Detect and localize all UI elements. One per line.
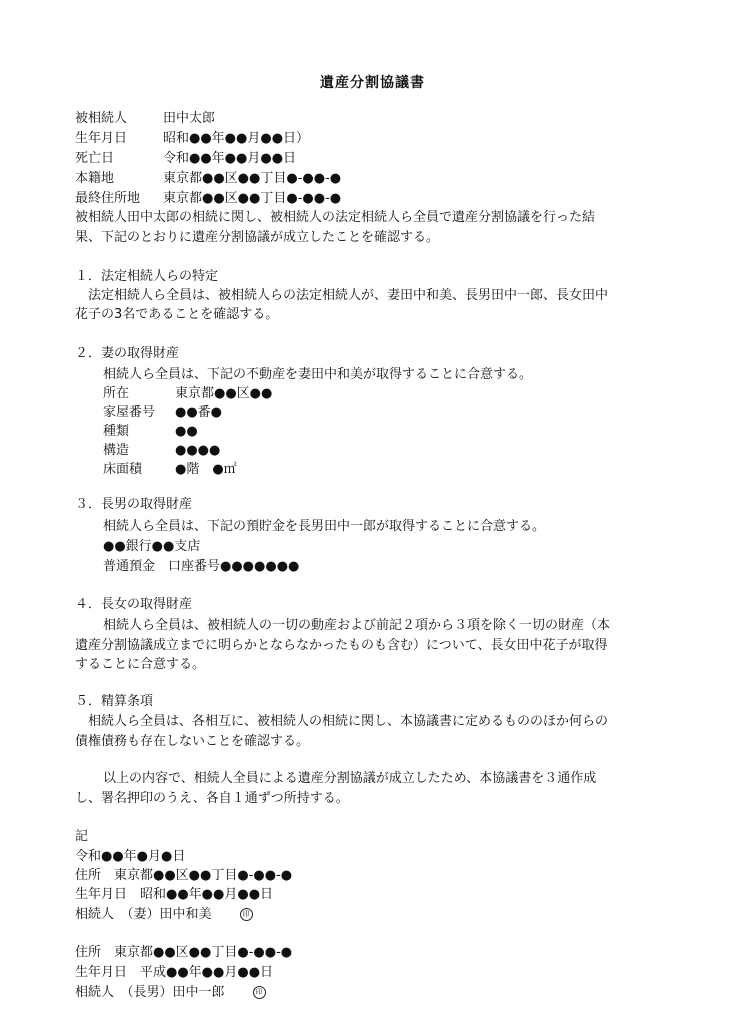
property-house-no-row bbox=[103, 404, 222, 422]
domicile-label: 本籍地 bbox=[75, 171, 115, 186]
agreement-date: 令和●●年●月●日 bbox=[75, 849, 186, 864]
property-kind-value: ●● bbox=[175, 424, 198, 439]
property-structure-value: ●●●● bbox=[175, 443, 221, 458]
section-4-line-1: 相続人ら全員は、被相続人の一切の動産および前記２項から３項を除く一切の財産（本 bbox=[103, 618, 611, 633]
signer-1-birth: 生年月日 昭和●●年●●月●●日 bbox=[75, 887, 274, 902]
property-location-label: 所在 bbox=[103, 386, 130, 401]
decedent-row bbox=[75, 110, 215, 128]
signer-1-address: 住所 東京都●●区●●丁目●-●●-● bbox=[75, 868, 293, 883]
signer-2-name-row bbox=[75, 984, 266, 1002]
last-address-label: 最終住所地 bbox=[75, 191, 141, 206]
section-5-line-1: 相続人ら全員は、各相互に、被相続人の相続に関し、本協議書に定めるもののほか何らの bbox=[88, 714, 609, 729]
birth-label: 生年月日 bbox=[75, 131, 128, 146]
bank-account: 普通預金 口座番号●●●●●●● bbox=[103, 559, 300, 574]
birth-row bbox=[75, 130, 309, 148]
section-3-line: 相続人ら全員は、下記の預貯金を長男田中一郎が取得することに合意する。 bbox=[103, 519, 546, 534]
decedent-value: 田中太郎 bbox=[163, 111, 216, 126]
section-1-line-1: 法定相続人ら全員は、被相続人らの法定相続人が、妻田中和美、長男田中一郎、長女田中 bbox=[75, 288, 609, 303]
property-house-no-label: 家屋番号 bbox=[103, 405, 156, 420]
signer-1-seal-icon: 印 bbox=[240, 908, 253, 921]
section-5-line-2: 債権債務も存在しないことを確認する。 bbox=[75, 734, 310, 749]
section-4-heading: ４．長女の取得財産 bbox=[75, 597, 193, 612]
signer-2-address: 住所 東京都●●区●●丁目●-●●-● bbox=[75, 945, 293, 960]
closing-line-1: 以上の内容で、相続人全員による遺産分割協議が成立したため、本協議書を３通作成 bbox=[103, 771, 597, 786]
section-1-heading: １．法定相続人らの特定 bbox=[75, 269, 219, 284]
signer-2-seal-icon: 印 bbox=[253, 986, 266, 999]
death-row bbox=[75, 150, 296, 168]
bank-name: ●●銀行●●支店 bbox=[103, 539, 201, 554]
section-5-heading: ５．精算条項 bbox=[75, 694, 154, 709]
property-kind-row bbox=[103, 423, 198, 441]
closing-line-2: し、署名押印のうえ、各自１通ずつ所持する。 bbox=[75, 791, 349, 806]
section-2-line: 相続人ら全員は、下記の不動産を妻田中和美が取得することに合意する。 bbox=[103, 367, 533, 382]
property-location-row bbox=[103, 385, 272, 403]
property-location-value: 東京都●●区●● bbox=[175, 386, 273, 401]
last-address-value: 東京都●●区●●丁目●-●●-● bbox=[163, 191, 342, 206]
signer-2-name: 相続人 （長男）田中一郎 bbox=[75, 985, 225, 1000]
section-3-heading: ３．長男の取得財産 bbox=[75, 497, 193, 512]
domicile-row bbox=[75, 170, 341, 188]
domicile-value: 東京都●●区●●丁目●-●●-● bbox=[163, 171, 342, 186]
section-4-line-2: 遺産分割協議成立までに明らかとならなかったものも含む）について、長女田中花子が取得 bbox=[75, 638, 608, 653]
intro-line-2: 果、下記のとおりに遺産分割協議が成立したことを確認する。 bbox=[75, 230, 440, 245]
section-2-heading: ２．妻の取得財産 bbox=[75, 346, 180, 361]
signer-1-name: 相続人 （妻）田中和美 bbox=[75, 907, 212, 922]
birth-value: 昭和●●年●●月●●日） bbox=[163, 131, 310, 146]
ki-heading: 記 bbox=[75, 829, 89, 844]
property-kind-label: 種類 bbox=[103, 424, 130, 439]
property-floor-label: 床面積 bbox=[103, 462, 143, 477]
property-house-no-value: ●●番● bbox=[175, 405, 223, 420]
section-1-line-2: 花子の3名であることを確認する。 bbox=[75, 307, 279, 322]
section-4-line-3: することに合意する。 bbox=[75, 657, 206, 672]
signer-2-birth: 生年月日 平成●●年●●月●●日 bbox=[75, 965, 274, 980]
property-structure-label: 構造 bbox=[103, 443, 130, 458]
property-structure-row bbox=[103, 442, 220, 460]
death-value: 令和●●年●●月●●日 bbox=[163, 151, 297, 166]
property-floor-row bbox=[103, 461, 237, 479]
document-title: 遺産分割協議書 bbox=[320, 75, 425, 91]
decedent-label: 被相続人 bbox=[75, 111, 128, 126]
signer-1-name-row bbox=[75, 906, 253, 924]
property-floor-value: ●階 ●㎡ bbox=[175, 462, 237, 477]
intro-line-1: 被相続人田中太郎の相続に関し、被相続人の法定相続人ら全員で遺産分割協議を行った結 bbox=[75, 210, 596, 225]
death-label: 死亡日 bbox=[75, 151, 115, 166]
last-address-row bbox=[75, 190, 341, 208]
